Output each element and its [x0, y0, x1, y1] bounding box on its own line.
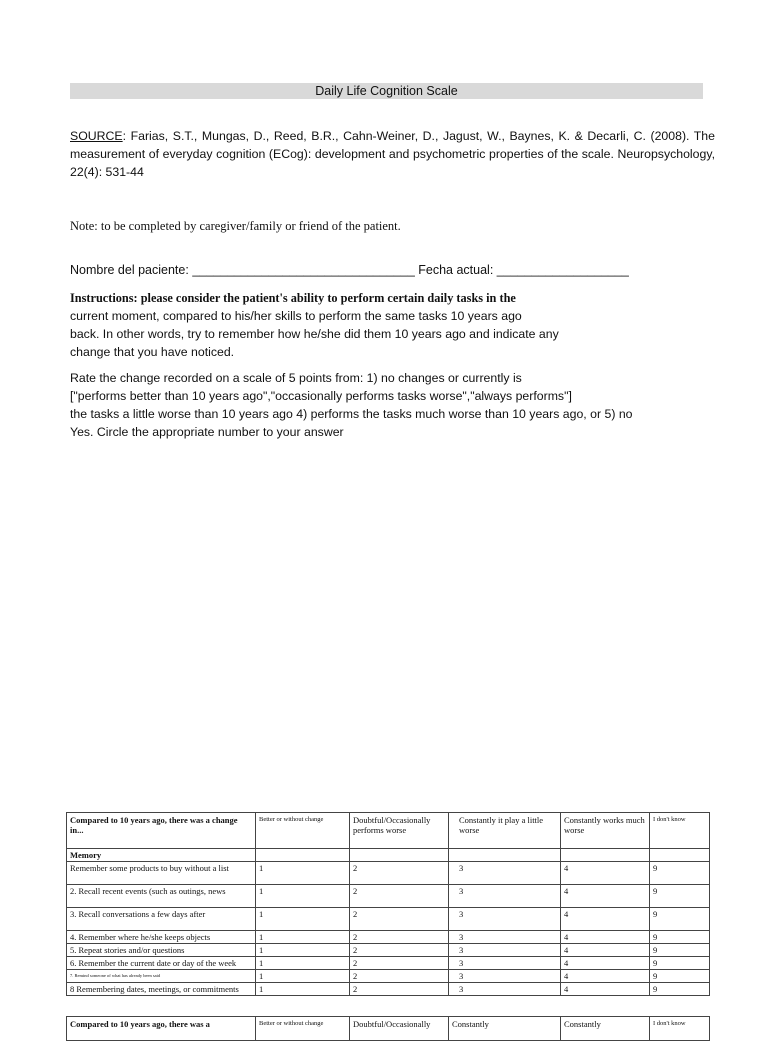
rating-option[interactable]: 2: [350, 944, 449, 957]
rating-option[interactable]: 9: [650, 885, 710, 908]
rating-option[interactable]: 1: [256, 957, 350, 970]
table-row: [67, 970, 710, 983]
memory-scale-table: [66, 812, 710, 996]
rating-option[interactable]: 2: [350, 931, 449, 944]
rating-option[interactable]: 9: [650, 983, 710, 996]
rating-option[interactable]: 2: [350, 970, 449, 983]
rating-option[interactable]: 9: [650, 970, 710, 983]
rating-option[interactable]: 4: [561, 885, 650, 908]
instructions-heading: Instructions: please consider the patient's ability to perform certain daily tasks in the: [70, 291, 516, 305]
rating-option[interactable]: 2: [350, 983, 449, 996]
rating-option[interactable]: 9: [650, 908, 710, 931]
scale-title: Daily Life Cognition Scale: [70, 83, 703, 99]
item-label: 7. Remind someone of what has already been said: [67, 970, 256, 983]
rating-option[interactable]: 1: [256, 862, 350, 885]
item-label: Remember some products to buy without a list: [67, 862, 256, 885]
header-compared: Compared to 10 years ago, there was a: [67, 1017, 256, 1041]
rating-instructions: [70, 369, 710, 441]
instructions-line: change that you have noticed.: [70, 345, 235, 359]
header-doubtful: Doubtful/Occasionally: [350, 1017, 449, 1041]
caregiver-note: Note: to be completed by caregiver/family or friend of the patient.: [70, 219, 401, 233]
header-dont-know: I don't know: [650, 813, 710, 849]
rating-option[interactable]: 3: [449, 931, 561, 944]
rating-option[interactable]: 1: [256, 885, 350, 908]
rating-option[interactable]: 1: [256, 983, 350, 996]
current-date-label: Fecha actual:: [418, 263, 494, 277]
rating-option[interactable]: 3: [449, 885, 561, 908]
rating-line: Yes. Circle the appropriate number to your answer: [70, 425, 344, 439]
table-row: [67, 931, 710, 944]
rating-option[interactable]: 9: [650, 944, 710, 957]
rating-option[interactable]: 2: [350, 957, 449, 970]
instructions: [70, 289, 710, 361]
instructions-line: back. In other words, try to remember how he/she did them 10 years ago and indicate any: [70, 327, 559, 341]
next-scale-table: [66, 1016, 710, 1041]
rating-option[interactable]: 3: [449, 862, 561, 885]
rating-option[interactable]: 4: [561, 957, 650, 970]
header-better: Better or without change: [256, 1017, 350, 1041]
rating-option[interactable]: 4: [561, 983, 650, 996]
rating-option[interactable]: 1: [256, 908, 350, 931]
rating-line: ["performs better than 10 years ago","occasionally performs tasks worse","always performs"]: [70, 389, 572, 403]
rating-option[interactable]: 3: [449, 908, 561, 931]
table-row: [67, 957, 710, 970]
patient-line: [70, 262, 710, 278]
rating-option[interactable]: 3: [449, 970, 561, 983]
section-row: [67, 849, 710, 862]
source-label: SOURCE: [70, 129, 123, 143]
item-label: 5. Repeat stories and/or questions: [67, 944, 256, 957]
rating-option[interactable]: 2: [350, 885, 449, 908]
header-much-worse: Constantly works much worse: [561, 813, 650, 849]
table-row: [67, 862, 710, 885]
current-date-blank[interactable]: ___________________: [496, 263, 629, 277]
rating-option[interactable]: 3: [449, 957, 561, 970]
patient-name-blank[interactable]: ________________________________: [192, 263, 415, 277]
header-much-worse: Constantly: [561, 1017, 650, 1041]
rating-option[interactable]: 3: [449, 944, 561, 957]
rating-option[interactable]: 1: [256, 931, 350, 944]
rating-option[interactable]: 4: [561, 908, 650, 931]
rating-option[interactable]: 4: [561, 970, 650, 983]
rating-option[interactable]: 9: [650, 862, 710, 885]
table-header-row: [67, 813, 710, 849]
table-row: [67, 944, 710, 957]
rating-option[interactable]: 3: [449, 983, 561, 996]
instructions-line: current moment, compared to his/her skills to perform the same tasks 10 years ago: [70, 309, 522, 323]
source-citation: [70, 127, 715, 181]
item-label: 8 Remembering dates, meetings, or commitments: [67, 983, 256, 996]
rating-option[interactable]: 1: [256, 970, 350, 983]
rating-option[interactable]: 9: [650, 931, 710, 944]
source-text: : Farias, S.T., Mungas, D., Reed, B.R., Cahn-Weiner, D., Jagust, W., Baynes, K. & Decarli, C. (2008). The measurement of everyday cognition (ECog): development and psychometric properties of the scale. Neuropsychology, 22(4): 531-44: [70, 129, 715, 179]
header-little-worse: Constantly: [449, 1017, 561, 1041]
rating-line: Rate the change recorded on a scale of 5 points from: 1) no changes or currently is: [70, 371, 522, 385]
table-header-row: [67, 1017, 710, 1041]
header-compared: Compared to 10 years ago, there was a change in...: [67, 813, 256, 849]
item-label: 4. Remember where he/she keeps objects: [67, 931, 256, 944]
rating-option[interactable]: 4: [561, 944, 650, 957]
header-dont-know: I don't know: [650, 1017, 710, 1041]
rating-option[interactable]: 4: [561, 862, 650, 885]
item-label: 2. Recall recent events (such as outings, news: [67, 885, 256, 908]
table-row: [67, 908, 710, 931]
rating-option[interactable]: 1: [256, 944, 350, 957]
table-row: [67, 983, 710, 996]
header-doubtful: Doubtful/Occasionally performs worse: [350, 813, 449, 849]
rating-option[interactable]: 9: [650, 957, 710, 970]
rating-option[interactable]: 4: [561, 931, 650, 944]
header-better: Better or without change: [256, 813, 350, 849]
rating-option[interactable]: 2: [350, 862, 449, 885]
rating-line: the tasks a little worse than 10 years ago 4) performs the tasks much worse than 10 years ago, or 5) no: [70, 407, 633, 421]
patient-name-label: Nombre del paciente:: [70, 263, 189, 277]
section-memory: Memory: [67, 849, 256, 862]
header-little-worse: Constantly it play a little worse: [449, 813, 561, 849]
item-label: 6. Remember the current date or day of the week: [67, 957, 256, 970]
table-row: [67, 885, 710, 908]
rating-option[interactable]: 2: [350, 908, 449, 931]
item-label: 3. Recall conversations a few days after: [67, 908, 256, 931]
